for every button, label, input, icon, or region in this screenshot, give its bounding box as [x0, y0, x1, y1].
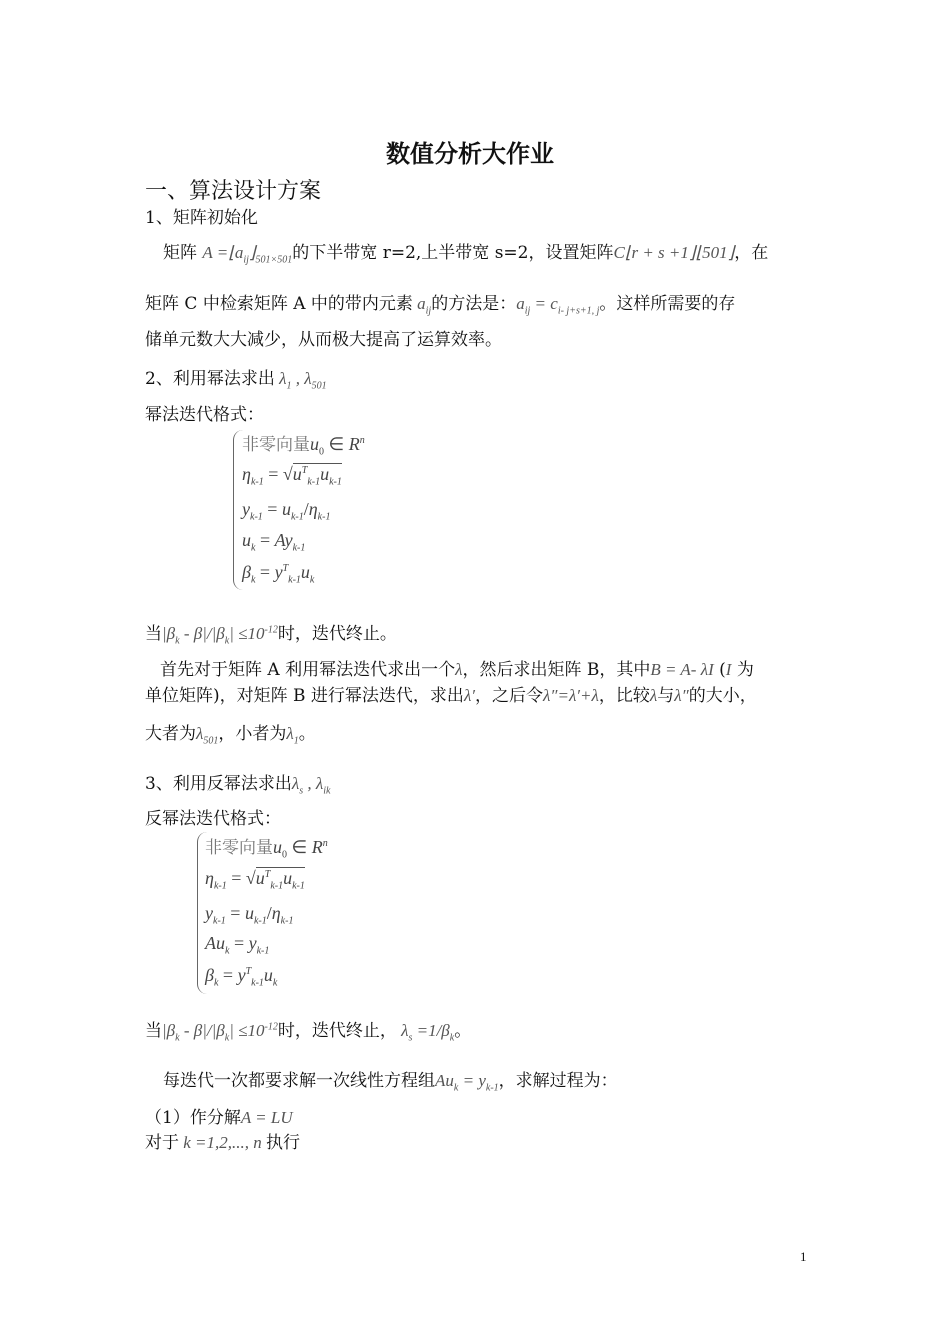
subheading-inverse-power: 3、利用反幂法求出$\lambda_s$ , $\lambda_{ik}$ [145, 774, 331, 797]
formula-matrix-c: C⌊r + s +1⌋⌊501⌋ [613, 243, 735, 262]
section-heading-1: 一、算法设计方案 [145, 179, 322, 204]
paragraph-matrix-line1: 矩阵 $A =⌊a_{ij}⌋_{501\times 501}$的下半带宽 r=2,上半带宽 s=2，设置矩阵C⌊r + s +1⌋⌊501⌋，在 [163, 243, 769, 266]
formula-linear-system: $Au_k = y_{k-1}$ [435, 1071, 499, 1094]
formula-lambda-1-501: $\lambda_1$ , $\lambda_{501}$ [274, 369, 327, 392]
stop-criterion-1: 当$|\beta_k - \beta|/|\beta_k| \le 10^{-12}$时，迭代终止。 [145, 624, 397, 647]
inverse-method-label: 反幂法迭代格式： [145, 809, 281, 829]
paragraph-linear-system: 每迭代一次都要求解一次线性方程组$Au_k = y_{k-1}$，求解过程为： [163, 1071, 618, 1094]
formula-lu: A = LU [240, 1108, 293, 1127]
stop-criterion-2: 当$|\beta_k - \beta|/|\beta_k| \le 10^{-12}$时，迭代终止， $\lambda_s =1/\beta_k$。 [145, 1021, 472, 1044]
inverse-eq-beta: $\beta_k = y^T_{k-1}u_k$ [205, 965, 278, 989]
inverse-eq-y: $y_{k-1} = u_{k-1}/\eta_{k-1}$ [205, 903, 294, 927]
paragraph-matrix-line2: 矩阵 C 中检索矩阵 A 中的带内元素 $a_{ij}$的方法是：$a_{ij} = c_{i- j+s+1, j}$。这样所需要的存 [145, 294, 736, 317]
inverse-eq-eta: $\eta_{k-1} = √u^T_{k-1}u_{k-1}$ [205, 868, 305, 892]
power-eq-eta: $\eta_{k-1} = √u^T_{k-1}u_{k-1}$ [242, 464, 342, 488]
paragraph-matrix-line3: 储单元数大大减少，从而极大提高了运算效率。 [145, 330, 502, 350]
step-lu-decomposition: （1）作分解A = LU [145, 1108, 293, 1128]
formula-matrix-a: $A =⌊a_{ij}⌋_{501\times 501}$ [202, 243, 293, 266]
step-loop: 对于 k =1,2,..., n 执行 [145, 1133, 301, 1153]
subheading-power-method: 2、利用幂法求出 $\lambda_1$ , $\lambda_{501}$ [145, 369, 327, 392]
power-method-label: 幂法迭代格式： [145, 405, 264, 425]
formula-stop-1: $|\beta_k - \beta|/|\beta_k| \le 10^{-12}$ [162, 624, 278, 647]
paragraph-power-line2: 单位矩阵)，对矩阵 B 进行幂法迭代，求出λ′，之后令λ″=λ′+λ，比较λ与λ″的大小， [145, 686, 757, 706]
formula-k-range: k =1,2,..., n [179, 1133, 267, 1152]
page-number: 1 [800, 1249, 807, 1264]
power-eq-beta: $\beta_k = y^T_{k-1}u_k$ [242, 562, 315, 586]
formula-lambda-s: $\lambda_s =1/\beta_k$ [396, 1021, 455, 1044]
inverse-eq-init: 非零向量$u_0$ ∈ $R^n$ [205, 837, 328, 861]
formula-index-map: $a_{ij} = c_{i- j+s+1, j}$ [516, 294, 600, 317]
paragraph-power-line1: 首先对于矩阵 A 利用幂法迭代求出一个λ，然后求出矩阵 B，其中B = A- λI (I 为 [160, 660, 754, 680]
power-eq-y: $y_{k-1} = u_{k-1}/\eta_{k-1}$ [242, 499, 331, 523]
inverse-eq-solve: $Au_k = y_{k-1}$ [205, 933, 270, 957]
power-eq-u: $u_k = Ay_{k-1}$ [242, 530, 306, 554]
page-title: 数值分析大作业 [386, 139, 554, 168]
formula-b-matrix: B = A- λI [650, 660, 714, 679]
formula-stop-2: $|\beta_k - \beta|/|\beta_k| \le 10^{-12}$ [162, 1021, 278, 1044]
formula-lambda-s-ik: $\lambda_s$ , $\lambda_{ik}$ [291, 774, 331, 797]
formula-lambda-shift: λ″=λ′+λ [543, 686, 599, 705]
paragraph-power-line3: 大者为$\lambda_{501}$，小者为$\lambda_1$。 [145, 724, 316, 747]
power-eq-init: 非零向量$u_0$ ∈ $R^n$ [242, 434, 365, 458]
formula-aij: $a_{ij}$ [412, 294, 432, 317]
subheading-matrix-init: 1、矩阵初始化 [145, 208, 258, 228]
